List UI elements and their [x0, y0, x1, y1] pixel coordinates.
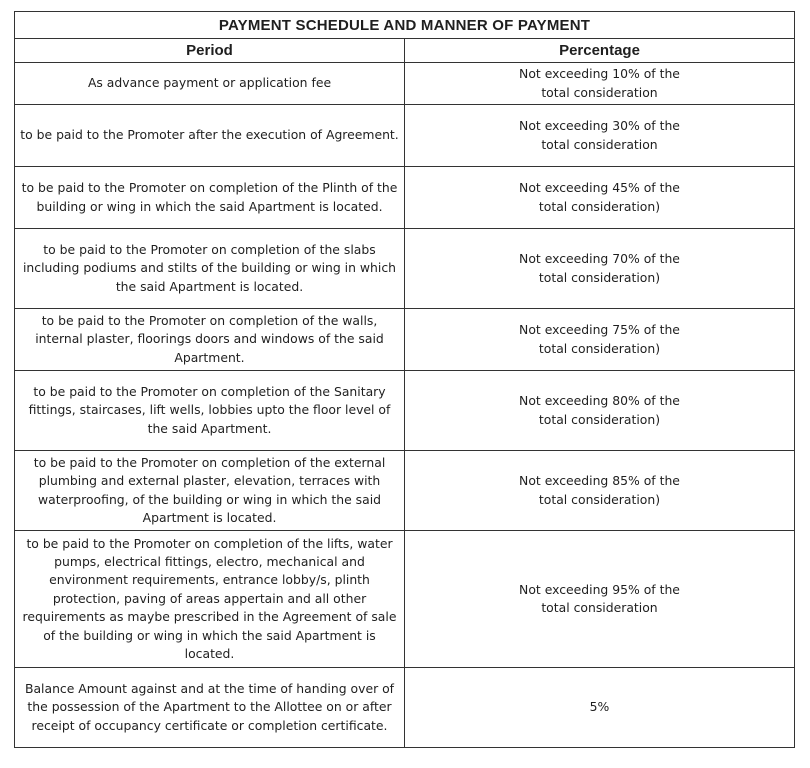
period-cell: to be paid to the Promoter after the execution of Agreement.	[15, 105, 405, 167]
title-row	[15, 12, 795, 39]
table-row	[15, 63, 795, 105]
table-row	[15, 668, 795, 748]
table-row	[15, 229, 795, 309]
table-row	[15, 371, 795, 451]
percentage-cell: Not exceeding 80% of the total consideration)	[405, 371, 795, 451]
period-cell: to be paid to the Promoter on completion of the slabs including podiums and stilts of the building or wing in which the said Apartment is located.	[15, 229, 405, 309]
column-header-percentage: Percentage	[405, 39, 795, 63]
percentage-cell: Not exceeding 85% of the total consideration)	[405, 451, 795, 531]
table-row	[15, 451, 795, 531]
percentage-cell: 5%	[405, 668, 795, 748]
percentage-cell: Not exceeding 30% of the total consideration	[405, 105, 795, 167]
percentage-cell: Not exceeding 75% of the total consideration)	[405, 309, 795, 371]
column-header-period: Period	[15, 39, 405, 63]
percentage-cell: Not exceeding 70% of the total consideration)	[405, 229, 795, 309]
percentage-cell: Not exceeding 45% of the total consideration)	[405, 167, 795, 229]
table-row	[15, 167, 795, 229]
table-title: PAYMENT SCHEDULE AND MANNER OF PAYMENT	[15, 12, 795, 39]
payment-schedule-table	[14, 11, 795, 748]
period-cell: to be paid to the Promoter on completion of the lifts, water pumps, electrical fittings, electro, mechanical and environment requirements, entrance lobby/s, plinth protection, paving of areas appertain and all other requirements as maybe prescribed in the Agreement of sale of the building or wing in which the said Apartment is located.	[15, 531, 405, 668]
table-row	[15, 531, 795, 668]
percentage-cell: Not exceeding 10% of the total consideration	[405, 63, 795, 105]
period-cell: Balance Amount against and at the time of handing over of the possession of the Apartment to the Allottee on or after receipt of occupancy certificate or completion certificate.	[15, 668, 405, 748]
period-cell: to be paid to the Promoter on completion of the Plinth of the building or wing in which the said Apartment is located.	[15, 167, 405, 229]
table-row	[15, 309, 795, 371]
period-cell: As advance payment or application fee	[15, 63, 405, 105]
percentage-cell: Not exceeding 95% of the total consideration	[405, 531, 795, 668]
table-row	[15, 105, 795, 167]
header-row	[15, 39, 795, 63]
period-cell: to be paid to the Promoter on completion of the external plumbing and external plaster, elevation, terraces with waterproofing, of the building or wing in which the said Apartment is located.	[15, 451, 405, 531]
period-cell: to be paid to the Promoter on completion of the Sanitary fittings, staircases, lift wells, lobbies upto the floor level of the said Apartment.	[15, 371, 405, 451]
period-cell: to be paid to the Promoter on completion of the walls, internal plaster, floorings doors and windows of the said Apartment.	[15, 309, 405, 371]
